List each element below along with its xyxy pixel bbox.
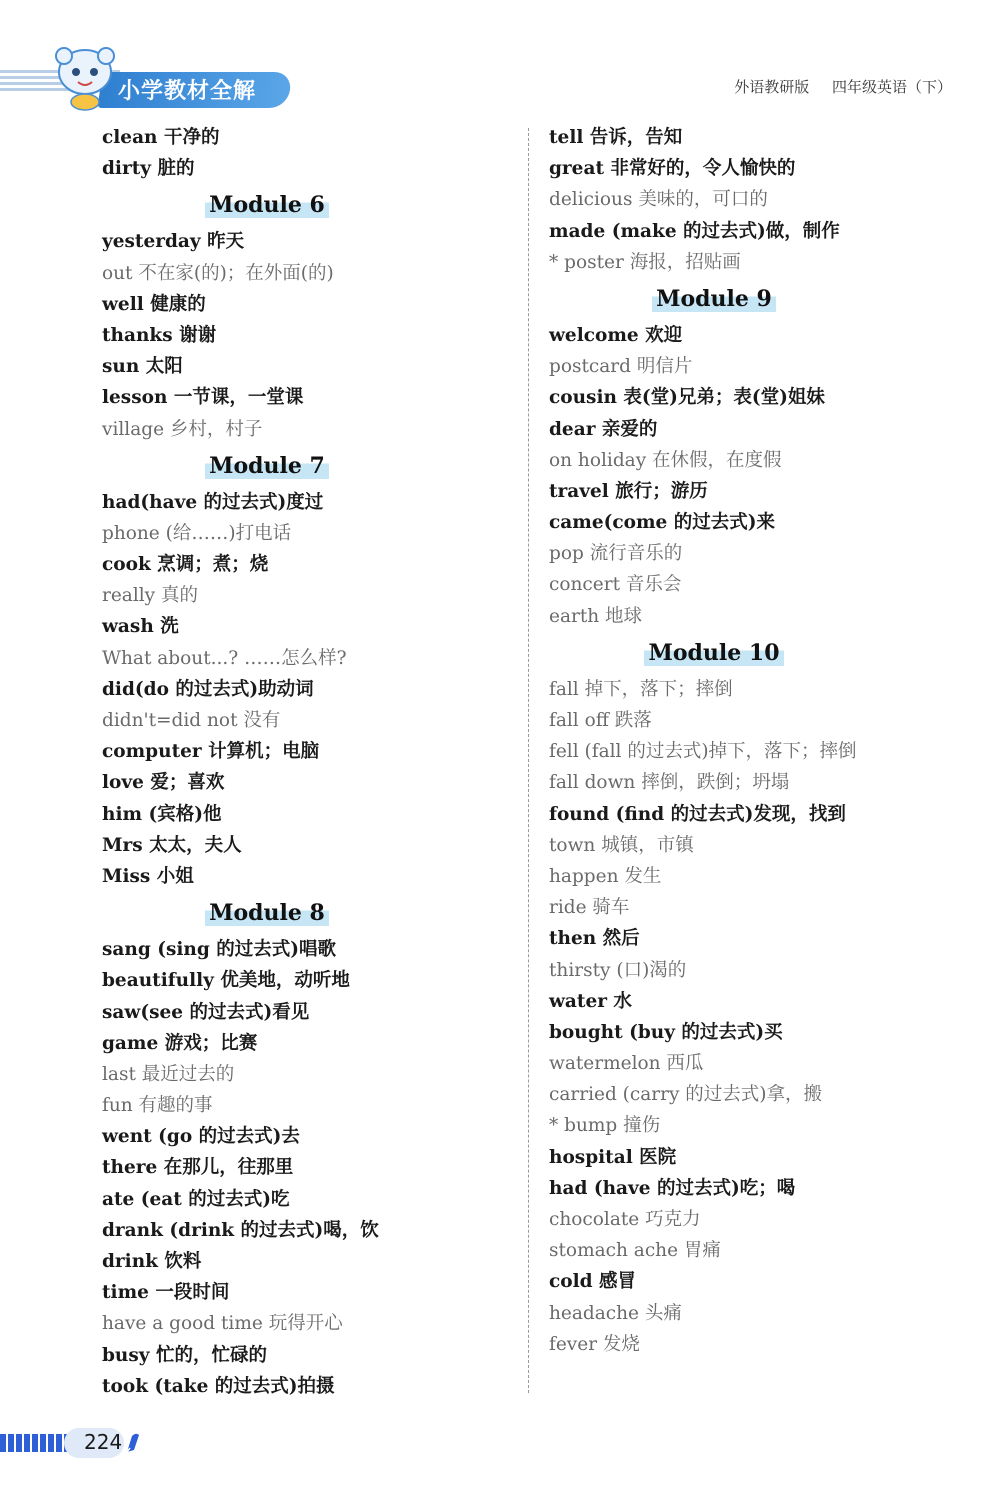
vocabulary-entry: well 健康的 xyxy=(102,293,206,315)
edition-label: 外语教研版 xyxy=(734,78,810,96)
module-heading xyxy=(102,184,432,226)
module-heading-text: Module 10 xyxy=(644,640,783,666)
vocabulary-entry: took (take 的过去式)拍摄 xyxy=(102,1375,335,1397)
pen-nib-icon xyxy=(124,1432,142,1454)
module-heading xyxy=(549,632,879,674)
page-footer xyxy=(0,1420,300,1470)
vocabulary-entry: time 一段时间 xyxy=(102,1282,230,1304)
module-heading xyxy=(549,278,879,320)
vocabulary-entry: * poster 海报，招贴画 xyxy=(549,251,741,273)
vocabulary-entry: computer 计算机；电脑 xyxy=(102,741,320,763)
grade-subject-label: 四年级英语（下） xyxy=(831,78,952,96)
vocabulary-entry: town 城镇，市镇 xyxy=(549,834,694,856)
vocabulary-entry: last 最近过去的 xyxy=(102,1063,235,1085)
book-series-title: 小学教材全解 xyxy=(118,79,257,104)
vocabulary-entry: tell 告诉，告知 xyxy=(549,127,683,148)
vocabulary-entry: fall off 跌落 xyxy=(549,710,652,731)
vocabulary-entry: him (宾格)他 xyxy=(102,803,222,825)
vocabulary-entry: earth 地球 xyxy=(549,605,643,627)
vocabulary-entry: game 游戏；比赛 xyxy=(102,1032,258,1054)
vocabulary-entry: fever 发烧 xyxy=(549,1333,640,1355)
vocabulary-entry: really 真的 xyxy=(102,585,198,607)
vocabulary-entry: cold 感冒 xyxy=(549,1271,637,1293)
footer-stripe-bar xyxy=(0,1434,72,1452)
vocabulary-entry: did(do 的过去式)助动词 xyxy=(102,678,314,700)
vocabulary-entry: beautifully 优美地，动听地 xyxy=(102,970,350,992)
vocabulary-entry: drank (drink 的过去式)喝，饮 xyxy=(102,1219,379,1241)
vocabulary-entry: busy 忙的，忙碌的 xyxy=(102,1344,267,1366)
vocabulary-entry: hospital 医院 xyxy=(549,1146,677,1168)
vocabulary-entry: sun 太阳 xyxy=(102,356,183,378)
vocabulary-entry: cousin 表(堂)兄弟；表(堂)姐妹 xyxy=(549,387,825,409)
vocabulary-entry: headache 头痛 xyxy=(549,1302,682,1324)
vocabulary-entry: great 非常好的，令人愉快的 xyxy=(549,158,796,180)
vocabulary-entry: didn't=did not 没有 xyxy=(102,710,281,731)
header-info xyxy=(734,76,952,97)
vocabulary-entry: found (find 的过去式)发现，找到 xyxy=(549,803,846,825)
vocabulary-entry: bought (buy 的过去式)买 xyxy=(549,1021,783,1043)
vocabulary-entry: water 水 xyxy=(549,990,632,1012)
vocabulary-entry: fall down 摔倒，跌倒；坍塌 xyxy=(549,772,790,794)
module-heading-text: Module 6 xyxy=(205,192,329,218)
vocabulary-entry: stomach ache 胃痛 xyxy=(549,1240,721,1262)
vocabulary-entry: went (go 的过去式)去 xyxy=(102,1126,300,1148)
vocabulary-entry: phone (给……)打电话 xyxy=(102,522,292,544)
vocabulary-entry: travel 旅行；游历 xyxy=(549,480,708,502)
vocabulary-entry: had(have 的过去式)度过 xyxy=(102,491,324,513)
module-heading xyxy=(102,892,432,934)
vocabulary-entry: there 在那儿，往那里 xyxy=(102,1157,294,1179)
vocabulary-entry: dirty 脏的 xyxy=(102,158,195,180)
column-divider xyxy=(528,128,529,1393)
vocabulary-entry: yesterday 昨天 xyxy=(102,231,245,253)
vocabulary-entry: Mrs 太太，夫人 xyxy=(102,834,242,856)
page-header xyxy=(0,0,1000,120)
vocabulary-entry: love 爱；喜欢 xyxy=(102,772,225,794)
vocabulary-entry: Miss 小姐 xyxy=(102,865,194,887)
vocabulary-entry: ride 骑车 xyxy=(549,897,630,919)
page-number: 224 xyxy=(84,1430,123,1454)
vocabulary-entry: then 然后 xyxy=(549,928,640,950)
vocabulary-entry: village 乡村，村子 xyxy=(102,418,263,440)
vocabulary-entry: drink 饮料 xyxy=(102,1251,202,1272)
vocabulary-entry: wash 洗 xyxy=(102,616,179,638)
vocabulary-entry: postcard 明信片 xyxy=(549,356,693,378)
module-heading-text: Module 7 xyxy=(205,453,329,479)
module-heading xyxy=(102,445,432,487)
vocabulary-entry: pop 流行音乐的 xyxy=(549,543,683,565)
vocabulary-entry: came(come 的过去式)来 xyxy=(549,512,775,534)
vocabulary-entry: sang (sing 的过去式)唱歌 xyxy=(102,939,337,961)
cartoon-mascot-icon xyxy=(50,42,120,112)
vocabulary-entry: What about...? ……怎么样? xyxy=(102,647,347,669)
vocabulary-entry: fun 有趣的事 xyxy=(102,1095,213,1117)
vocabulary-entry: delicious 美味的，可口的 xyxy=(549,189,768,211)
vocabulary-entry: thanks 谢谢 xyxy=(102,324,217,346)
module-heading-text: Module 9 xyxy=(652,286,776,312)
vocabulary-column-left xyxy=(102,122,432,1402)
vocabulary-entry: out 不在家(的)；在外面(的) xyxy=(102,262,334,284)
vocabulary-entry: fell (fall 的过去式)掉下，落下；摔倒 xyxy=(549,741,857,763)
vocabulary-column-right xyxy=(549,122,879,1360)
module-heading-text: Module 8 xyxy=(205,900,329,926)
vocabulary-entry: fall 掉下，落下；摔倒 xyxy=(549,678,733,700)
vocabulary-entry: lesson 一节课，一堂课 xyxy=(102,387,304,409)
vocabulary-entry: thirsty (口)渴的 xyxy=(549,959,687,981)
vocabulary-entry: cook 烹调；煮；烧 xyxy=(102,554,269,576)
vocabulary-entry: had (have 的过去式)吃；喝 xyxy=(549,1177,796,1199)
vocabulary-entry: happen 发生 xyxy=(549,865,662,887)
vocabulary-entry: clean 干净的 xyxy=(102,127,220,148)
vocabulary-entry: welcome 欢迎 xyxy=(549,324,683,346)
vocabulary-entry: have a good time 玩得开心 xyxy=(102,1313,343,1335)
vocabulary-entry: made (make 的过去式)做，制作 xyxy=(549,220,840,242)
vocabulary-entry: saw(see 的过去式)看见 xyxy=(102,1001,310,1023)
vocabulary-entry: chocolate 巧克力 xyxy=(549,1209,701,1230)
vocabulary-entry: on holiday 在休假，在度假 xyxy=(549,449,782,471)
vocabulary-entry: * bump 撞伤 xyxy=(549,1115,661,1137)
vocabulary-entry: carried (carry 的过去式)拿，搬 xyxy=(549,1084,823,1106)
vocabulary-entry: watermelon 西瓜 xyxy=(549,1053,704,1075)
vocabulary-entry: concert 音乐会 xyxy=(549,574,682,596)
vocabulary-entry: dear 亲爱的 xyxy=(549,418,658,440)
vocabulary-entry: ate (eat 的过去式)吃 xyxy=(102,1188,290,1210)
